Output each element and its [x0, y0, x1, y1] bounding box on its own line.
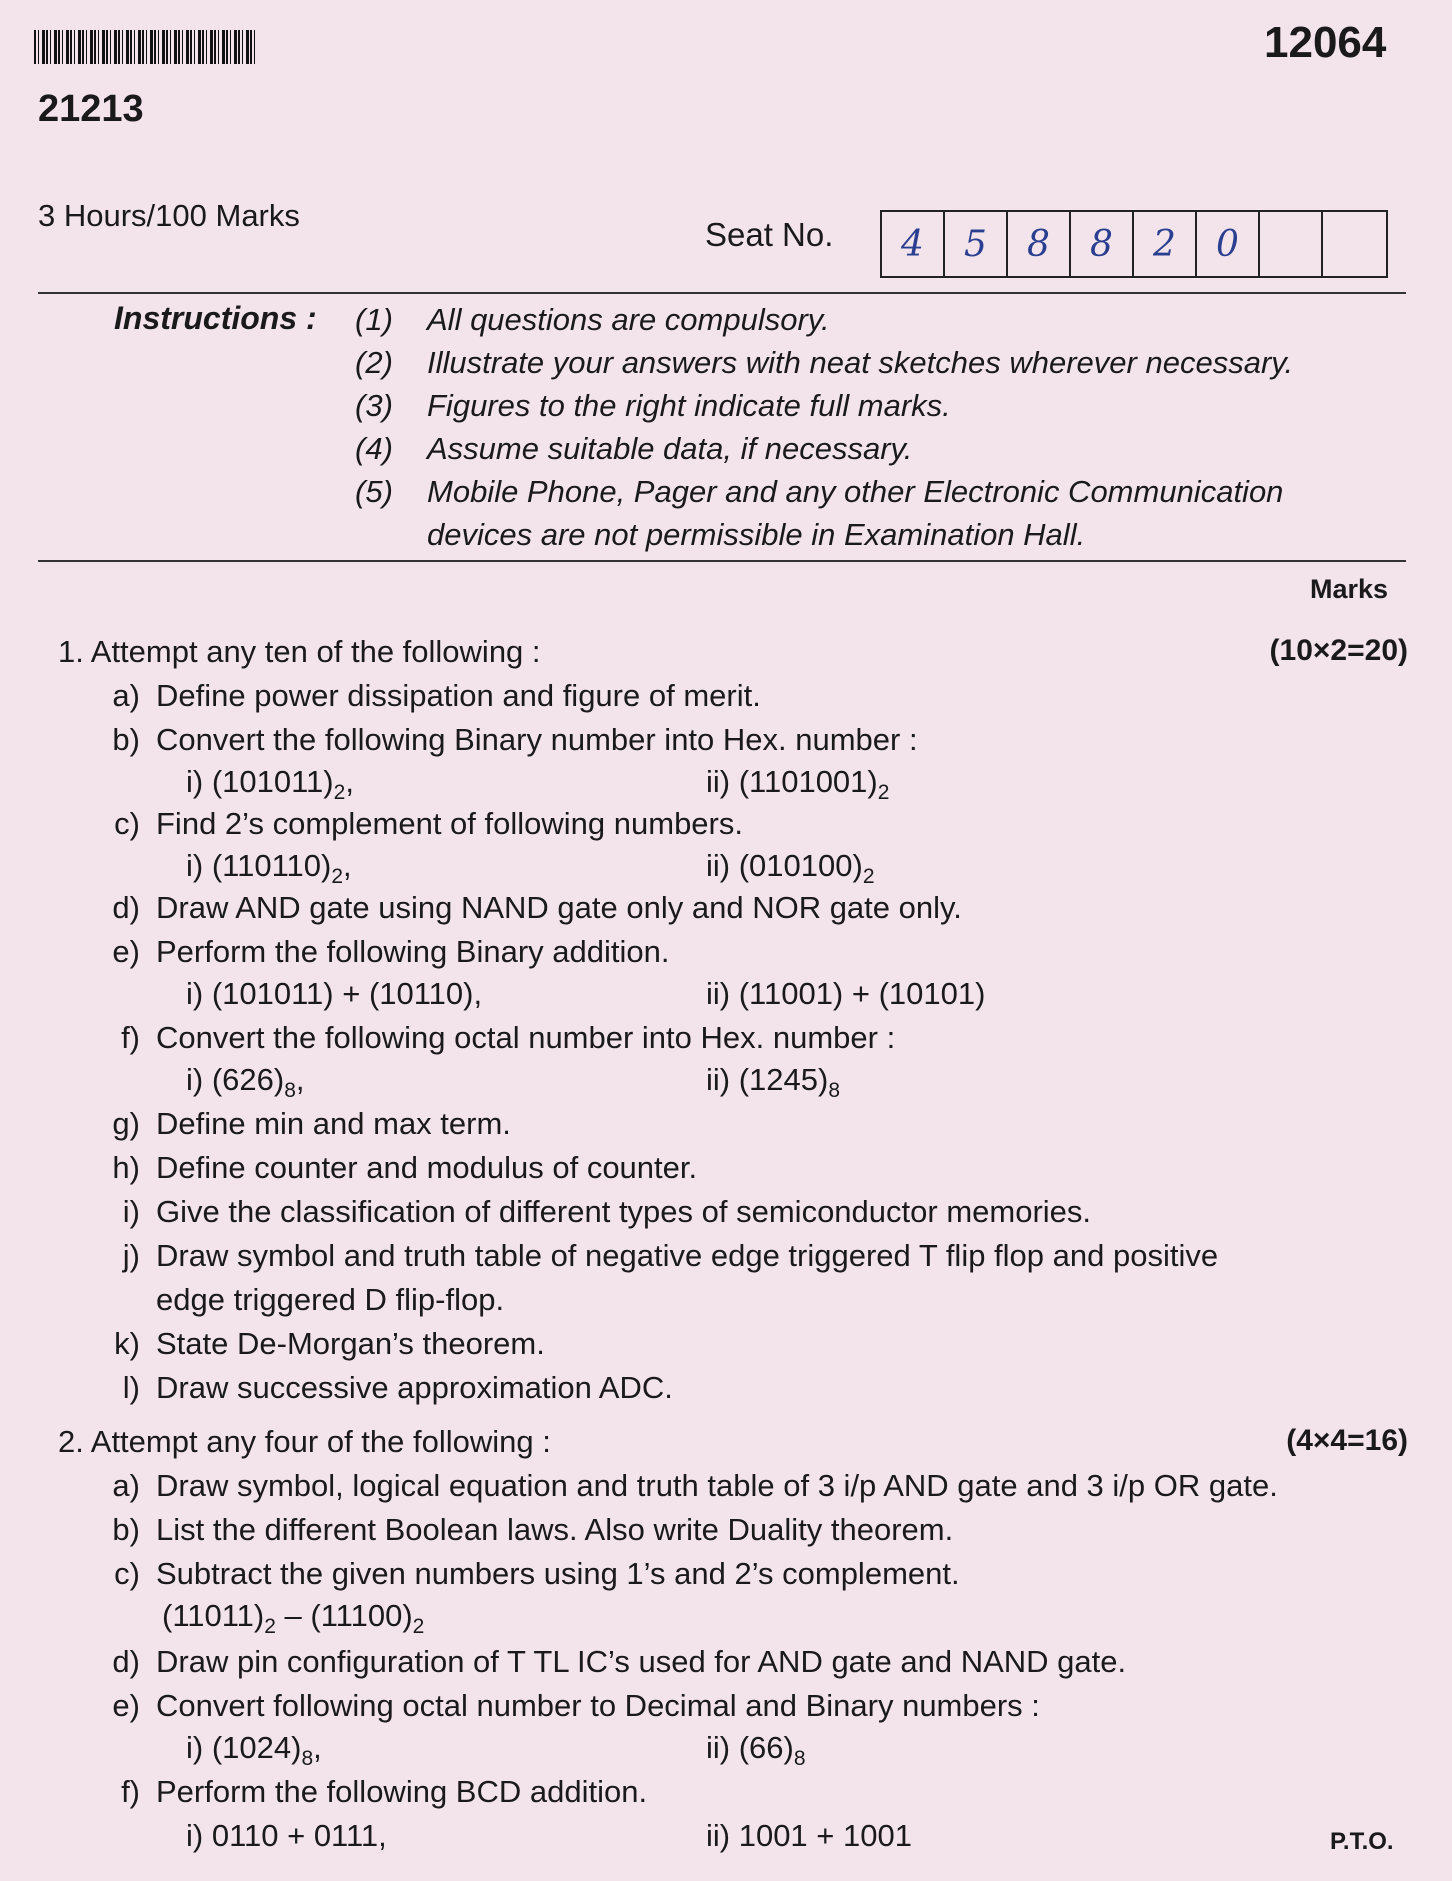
question-2-marks: (4×4=16)	[1286, 1424, 1408, 1457]
q2-e-i: i) $(1024)_8$,	[186, 1730, 322, 1771]
seat-digit[interactable]: 8	[1008, 212, 1071, 276]
q1-part-i: i) Give the classification of different types of semiconductor memories.	[122, 1194, 1092, 1229]
q1-e-ii: ii) (11001) + (10101)	[706, 976, 986, 1011]
q1-part-c: c) Find 2’s complement of following numbers.	[114, 806, 743, 841]
question-1: 1. Attempt any ten of the following :	[58, 634, 541, 669]
seat-digit[interactable]	[1323, 212, 1386, 276]
q1-part-l: l) Draw successive approximation ADC.	[122, 1370, 673, 1405]
instruction-continuation: devices are not permissible in Examination Hall.	[427, 517, 1086, 552]
q1-part-j-cont: edge triggered D flip-flop.	[156, 1282, 505, 1317]
marks-heading: Marks	[1310, 574, 1389, 604]
instruction-item: (1) All questions are compulsory.	[355, 302, 830, 337]
instruction-item: (2) Illustrate your answers with neat sketches wherever necessary.	[355, 345, 1294, 380]
q2-part-d: d) Draw pin configuration of T TL IC’s used for AND gate and NAND gate.	[112, 1644, 1127, 1679]
seat-digit[interactable]: 4	[882, 212, 945, 276]
barcode	[34, 30, 256, 64]
seat-digit[interactable]: 0	[1197, 212, 1260, 276]
seat-digit[interactable]	[1260, 212, 1323, 276]
q2-e-ii: ii) $(66)_8$	[706, 1730, 806, 1771]
page-turn-note: P.T.O.	[1330, 1828, 1394, 1855]
question-1-marks: (10×2=20)	[1269, 634, 1408, 667]
instruction-item: (4) Assume suitable data, if necessary.	[355, 431, 913, 466]
q2-part-b: b) List the different Boolean laws. Also write Duality theorem.	[112, 1512, 954, 1547]
instruction-item: (3) Figures to the right indicate full marks.	[355, 388, 951, 423]
instructions-title: Instructions :	[114, 300, 317, 336]
subject-code: 21213	[38, 88, 144, 130]
q1-part-k: k) State De-Morgan’s theorem.	[114, 1326, 545, 1361]
q1-part-h: h) Define counter and modulus of counter.	[112, 1150, 698, 1185]
q1-part-g: g) Define min and max term.	[112, 1106, 511, 1141]
q1-e-i: i) (101011) + (10110),	[186, 976, 483, 1011]
q2-part-c: c) Subtract the given numbers using 1’s and 2’s complement.	[114, 1556, 960, 1591]
q1-part-e: e) Perform the following Binary addition.	[112, 934, 670, 969]
q1-part-a: a) Define power dissipation and figure of merit.	[112, 678, 761, 713]
q2-f-i: i) 0110 + 0111,	[186, 1818, 387, 1853]
q1-c-ii: ii) $(010100)_2$	[706, 848, 875, 889]
divider	[38, 292, 1406, 294]
q1-part-b: b) Convert the following Binary number into Hex. number :	[112, 722, 918, 757]
instruction-item: (5) Mobile Phone, Pager and any other Electronic Communication	[355, 474, 1284, 509]
q2-part-f: f) Perform the following BCD addition.	[121, 1774, 648, 1809]
q1-f-ii: ii) $(1245)_8$	[706, 1062, 841, 1103]
q1-c-i: i) $(110110)_2$,	[186, 848, 352, 889]
q2-f-ii: ii) 1001 + 1001	[706, 1818, 912, 1853]
seat-label: Seat No.	[705, 216, 834, 253]
q2-part-a: a) Draw symbol, logical equation and truth table of 3 i/p AND gate and 3 i/p OR gate.	[112, 1468, 1278, 1503]
q1-f-i: i) $(626)_8$,	[186, 1062, 305, 1103]
q1-part-f: f) Convert the following octal number into Hex. number :	[121, 1020, 896, 1055]
q2-c-expression: $(11011)_2 - (11100)_2$	[162, 1598, 425, 1639]
seat-number-boxes[interactable]	[880, 210, 1388, 278]
divider	[38, 560, 1406, 562]
q1-b-i: i) $(101011)_2$,	[186, 764, 354, 805]
q2-part-e: e) Convert following octal number to Decimal and Binary numbers :	[112, 1688, 1040, 1723]
seat-digit[interactable]: 8	[1071, 212, 1134, 276]
paper-code: 12064	[1264, 18, 1387, 67]
q1-b-ii: ii) $(1101001)_2$	[706, 764, 890, 805]
seat-digit[interactable]: 5	[945, 212, 1008, 276]
seat-digit[interactable]: 2	[1134, 212, 1197, 276]
duration: 3 Hours/100 Marks	[38, 198, 300, 233]
q1-part-d: d) Draw AND gate using NAND gate only and NOR gate only.	[112, 890, 962, 925]
question-2: 2. Attempt any four of the following :	[58, 1424, 551, 1459]
q1-part-j: j) Draw symbol and truth table of negative edge triggered T flip flop and positive	[122, 1238, 1219, 1273]
